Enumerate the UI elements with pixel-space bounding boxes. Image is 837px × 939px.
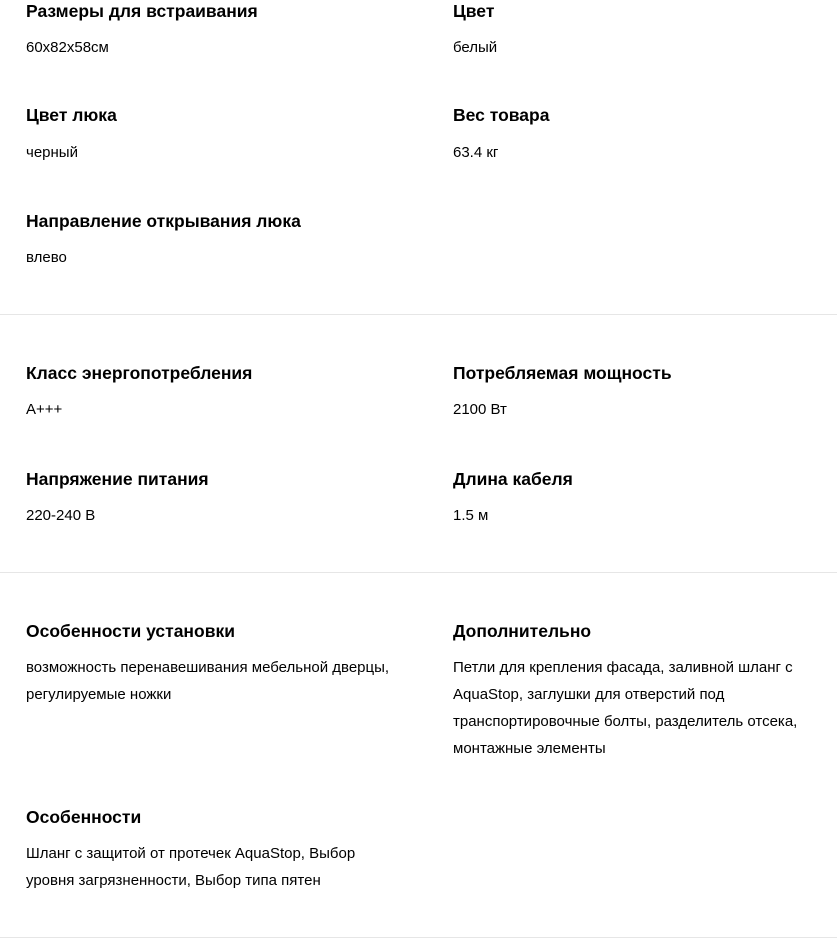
- spec-cable-length: [453, 468, 825, 529]
- spec-value: 220-240 В: [26, 507, 96, 524]
- spec-title: Потребляемая мощность: [453, 363, 672, 383]
- spec-value: A+++: [26, 401, 63, 418]
- spec-power-consumption: [453, 362, 825, 423]
- spec-door-color: [26, 104, 426, 166]
- spec-value: 63.4 кг: [453, 144, 499, 161]
- spec-features: [26, 806, 396, 894]
- spec-title: Вес товара: [453, 105, 550, 125]
- spec-title: Длина кабеля: [453, 469, 573, 489]
- spec-title: Цвет люка: [26, 105, 117, 125]
- spec-value: 2100 Вт: [453, 401, 507, 418]
- spec-value: белый: [453, 39, 498, 56]
- spec-title: Размеры для встраивания: [26, 1, 258, 21]
- spec-weight: [453, 104, 825, 166]
- spec-title: Направление открывания люка: [26, 211, 301, 231]
- spec-energy-class: [26, 362, 426, 423]
- spec-title: Цвет: [453, 1, 495, 21]
- spec-title: Особенности: [26, 807, 142, 827]
- spec-value: черный: [26, 144, 78, 161]
- spec-title: Дополнительно: [453, 621, 592, 641]
- spec-value: 60x82x58см: [26, 39, 109, 56]
- spec-value: Петли для крепления фасада, заливной шланг с AquaStop, заглушки для отверстий под транспортировочные болты, разделитель отсека, монтажные элементы: [453, 659, 798, 757]
- spec-title: Класс энергопотребления: [26, 363, 253, 383]
- spec-value: 1.5 м: [453, 507, 489, 524]
- spec-supply-voltage: [26, 468, 426, 529]
- spec-section-power: [0, 315, 837, 573]
- spec-section-features: [0, 573, 837, 938]
- spec-additional: [453, 620, 825, 762]
- spec-color: [453, 0, 825, 61]
- spec-value: Шланг с защитой от протечек AquaStop, Выбор уровня загрязненности, Выбор типа пятен: [26, 845, 356, 889]
- spec-title: Особенности установки: [26, 621, 235, 641]
- spec-value: возможность перенавешивания мебельной дверцы, регулируемые ножки: [26, 659, 390, 703]
- spec-title: Напряжение питания: [26, 469, 209, 489]
- spec-installation-features: [26, 620, 418, 708]
- spec-section-dimensions: [0, 0, 837, 315]
- spec-embedding-dimensions: [26, 0, 426, 61]
- spec-door-opening-direction: [26, 210, 426, 271]
- spec-value: влево: [26, 249, 67, 266]
